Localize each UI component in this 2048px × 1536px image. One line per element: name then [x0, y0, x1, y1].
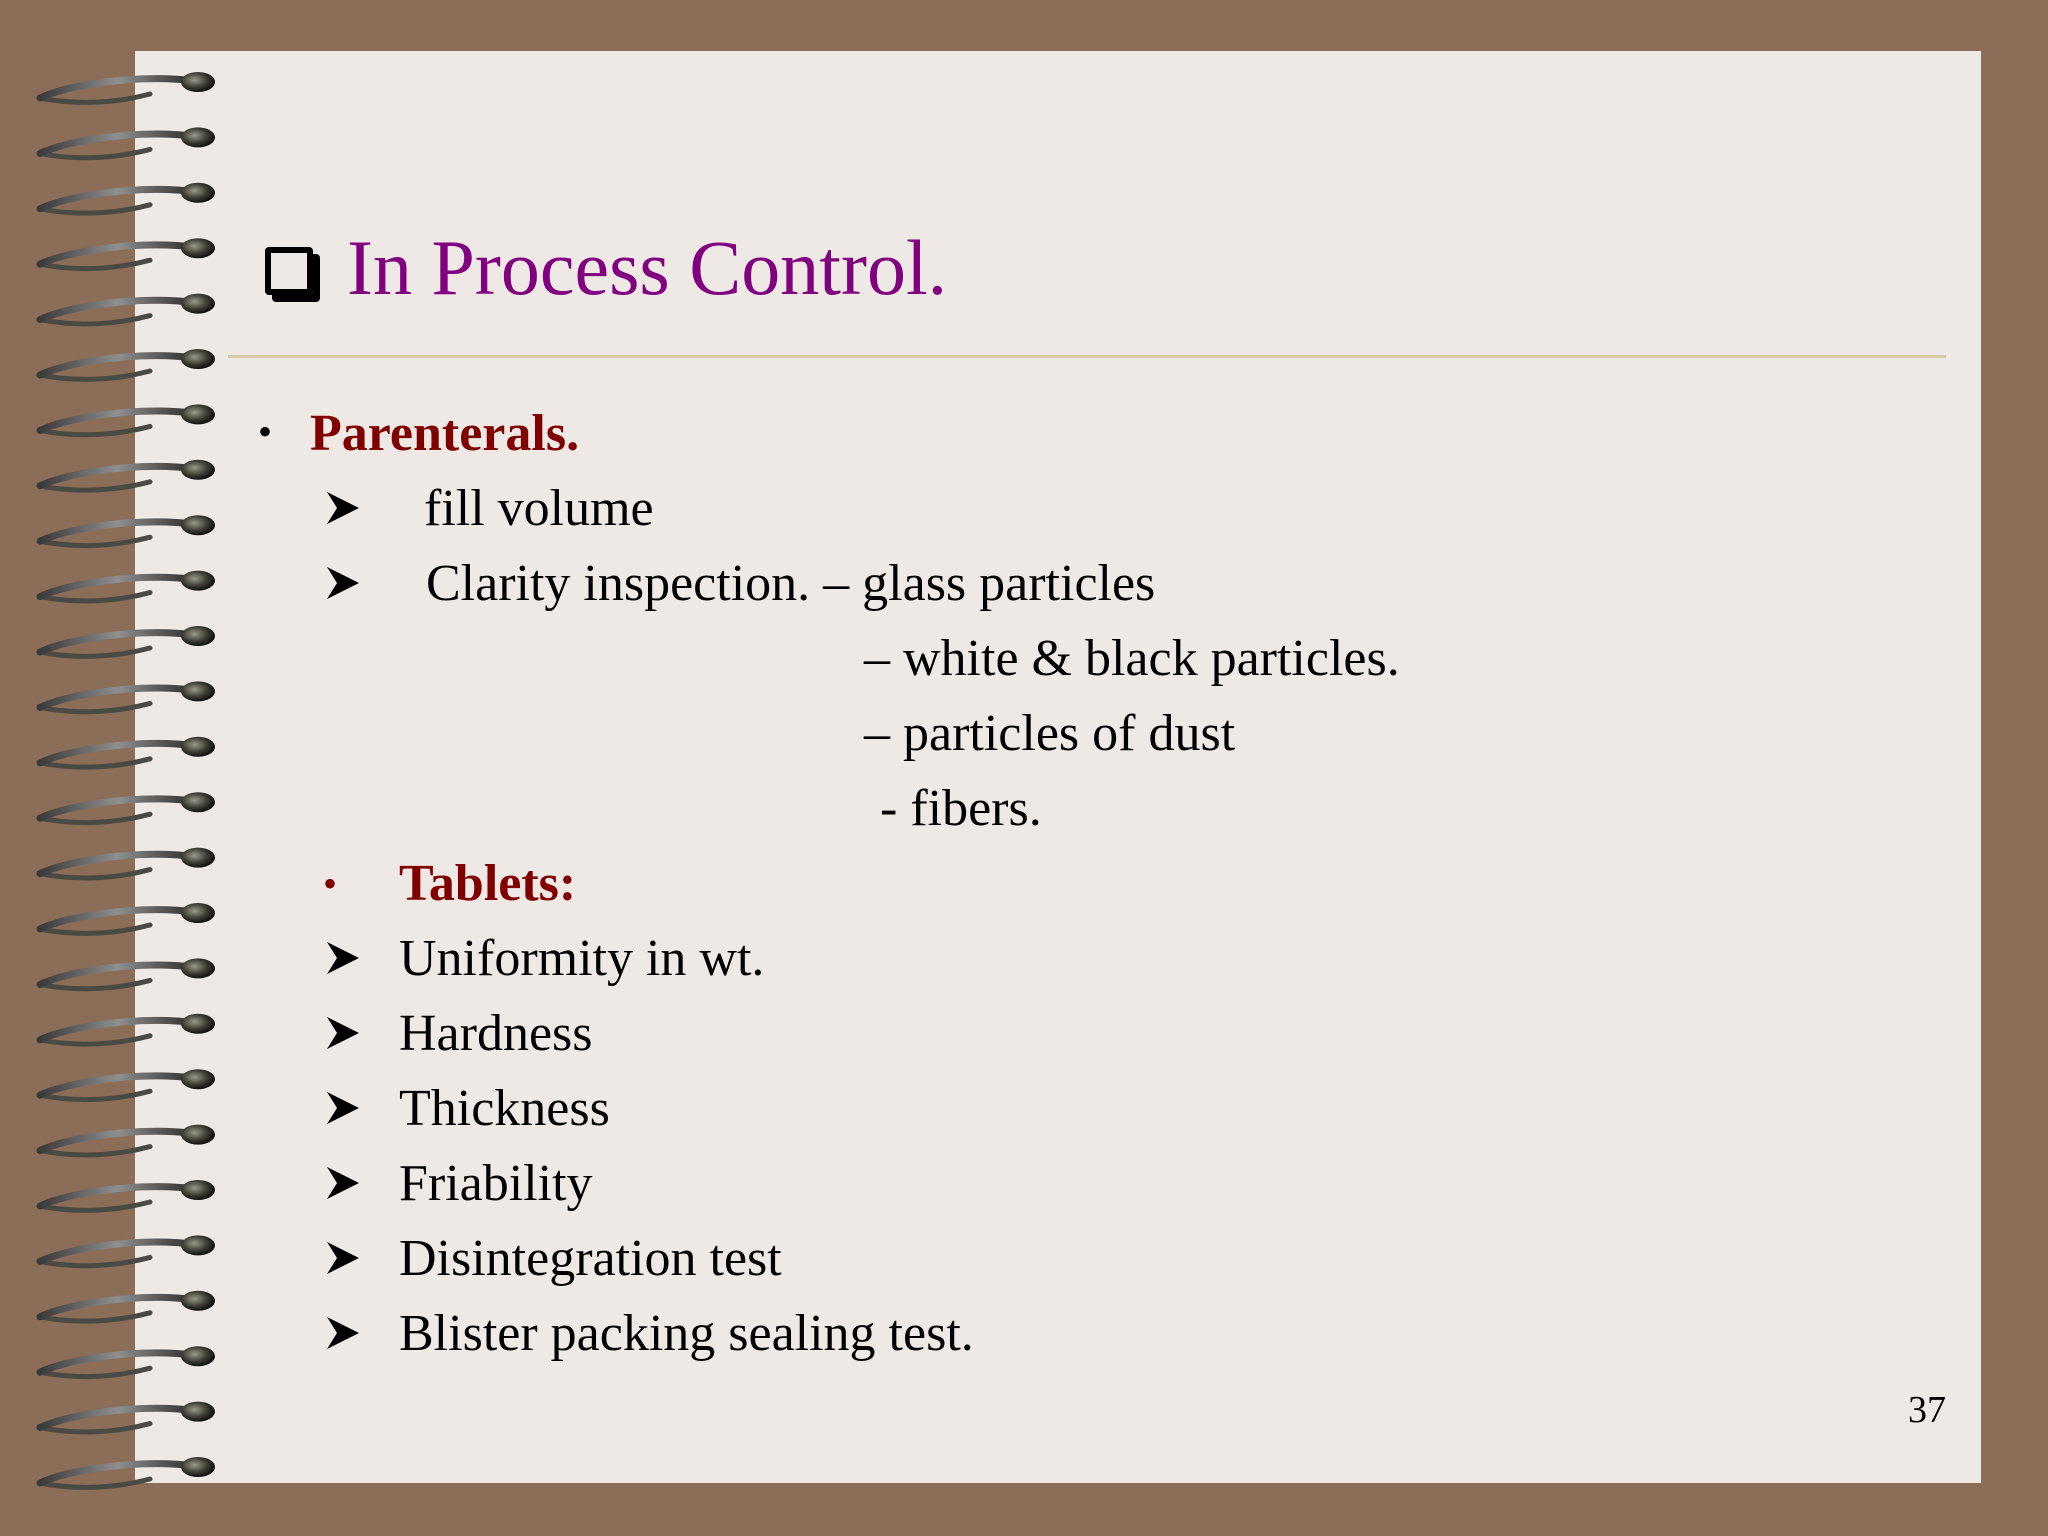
slide-title: In Process Control.: [347, 224, 948, 311]
tablets-heading: Tablets:: [399, 855, 577, 912]
spiral-ring: [40, 1235, 215, 1265]
spiral-ring: [40, 1014, 215, 1044]
tablets-item: Blister packing sealing test.: [399, 1305, 974, 1362]
arrow-bullet-icon: [323, 1013, 363, 1053]
spiral-ring: [40, 183, 215, 213]
spiral-ring: [40, 1069, 215, 1099]
spiral-binding-decoration: [0, 0, 240, 1536]
spiral-ring: [40, 294, 215, 324]
spiral-ring: [40, 681, 215, 711]
spiral-ring: [40, 72, 215, 102]
spiral-ring: [40, 1346, 215, 1376]
spiral-ring: [40, 958, 215, 988]
tablets-item: Friability: [399, 1155, 593, 1212]
arrow-bullet-icon: [323, 1088, 363, 1128]
checkbox-bullet-icon: [265, 247, 313, 295]
spiral-ring: [40, 848, 215, 878]
arrow-bullet-icon: [323, 938, 363, 978]
spiral-ring: [40, 903, 215, 933]
clarity-continuation: – particles of dust: [864, 705, 1236, 762]
spiral-ring: [40, 460, 215, 490]
parenterals-item: Clarity inspection. – glass particles: [426, 555, 1156, 612]
clarity-continuation: – white & black particles.: [864, 630, 1400, 687]
spiral-ring: [40, 1402, 215, 1432]
parenterals-item: fill volume: [424, 480, 654, 537]
spiral-ring: [40, 737, 215, 767]
tablets-item: Disintegration test: [399, 1230, 782, 1287]
arrow-bullet-icon: [323, 563, 363, 603]
spiral-ring: [40, 792, 215, 822]
arrow-bullet-icon: [323, 1238, 363, 1278]
spiral-ring: [40, 127, 215, 157]
spiral-ring: [40, 1180, 215, 1210]
tablets-item: Thickness: [399, 1080, 610, 1137]
page-number: 37: [1908, 1389, 1946, 1431]
spiral-ring: [40, 626, 215, 656]
arrow-bullet-icon: [323, 1313, 363, 1353]
bullet-dot-icon: •: [323, 861, 338, 906]
tablets-item: Uniformity in wt.: [399, 930, 765, 987]
spiral-ring: [40, 1125, 215, 1155]
tablets-item: Hardness: [399, 1005, 593, 1062]
spiral-ring: [40, 1457, 215, 1487]
arrow-bullet-icon: [323, 1163, 363, 1203]
title-divider: [228, 355, 1946, 358]
parenterals-heading: Parenterals.: [310, 405, 580, 462]
spiral-ring: [40, 571, 215, 601]
spiral-ring: [40, 238, 215, 268]
spiral-ring: [40, 515, 215, 545]
arrow-bullet-icon: [323, 488, 363, 528]
title-row: [265, 224, 948, 311]
bullet-dot-icon: •: [258, 409, 273, 454]
spiral-ring: [40, 1291, 215, 1321]
spiral-ring: [40, 404, 215, 434]
spiral-ring: [40, 349, 215, 379]
clarity-continuation: - fibers.: [880, 780, 1042, 837]
